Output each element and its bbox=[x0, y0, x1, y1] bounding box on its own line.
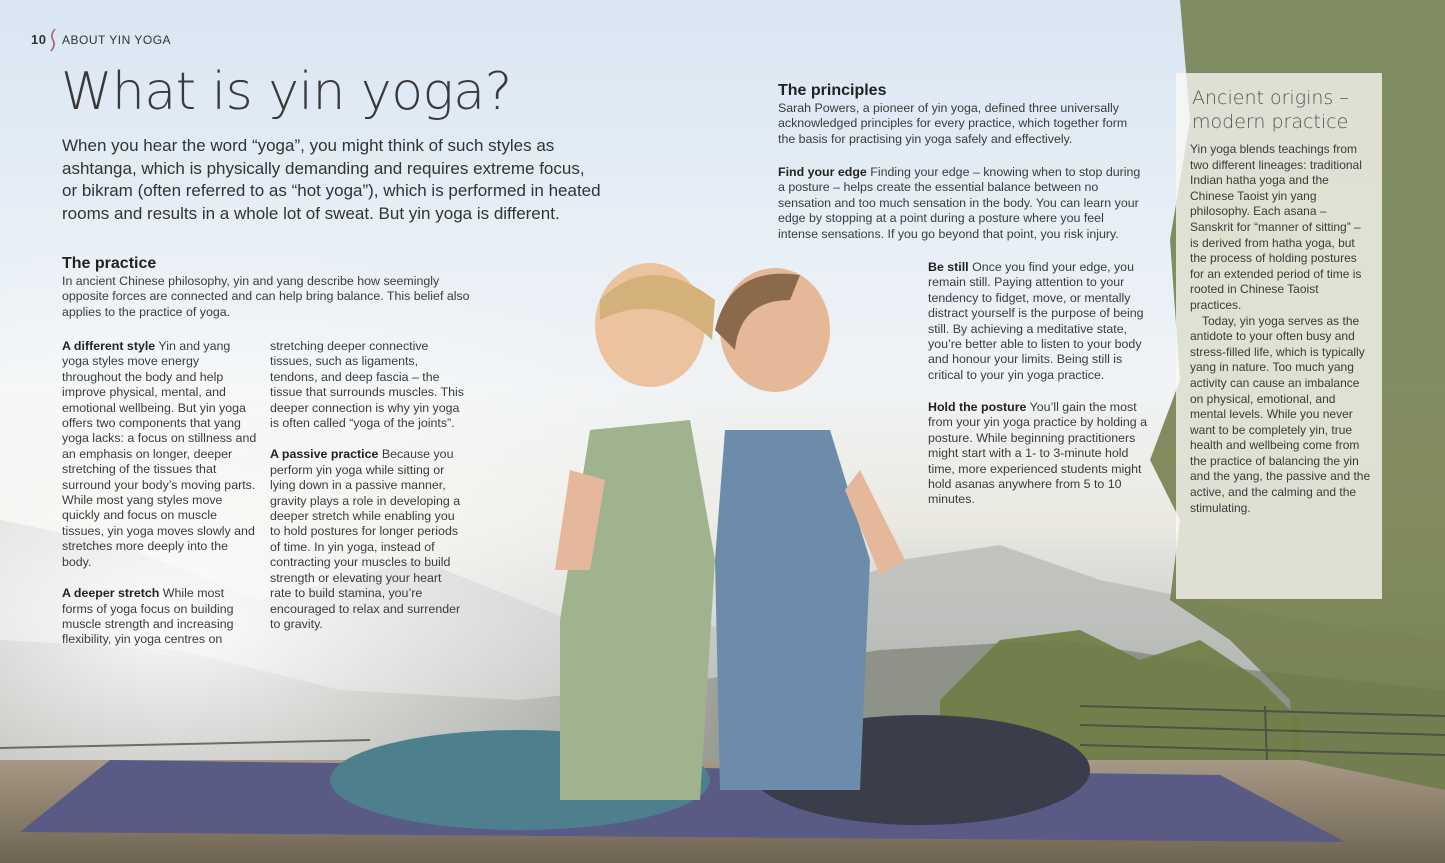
be-still-label: Be still bbox=[928, 260, 969, 274]
passive-practice-label: A passive practice bbox=[270, 447, 379, 462]
different-style-label: A different style bbox=[62, 339, 156, 353]
sidebar-paragraph-1: Yin yoga blends teachings from two different lineages: traditional Indian hatha yoga and the Chinese Taoist yin yang philosophy. Each asana – Sanskrit for “manner of sitting” – is derived from hatha yoga, but the process of holding postures for an extended period of time is rooted in Chinese Taoist practices. bbox=[1190, 142, 1362, 312]
be-still-paragraph bbox=[928, 260, 1156, 383]
deeper-stretch-label: A deeper stretch bbox=[62, 586, 160, 601]
hold-the-posture-label: Hold the posture bbox=[928, 400, 1027, 414]
section-swash-icon bbox=[48, 28, 58, 52]
be-still-text: Once you find your edge, you remain still. Paying attention to your tendency to fidget, move, or mentally distract yourself is the purpose of being still. By achieving a meditative state, you’re better able to listen to your body and honour your limits. Being still is critical to your yin yoga practice. bbox=[928, 260, 1144, 382]
deeper-stretch-text: While most forms of yoga focus on building muscle strength and increasing flexibility, yin yoga centres on bbox=[62, 586, 234, 647]
sidebar-paragraph-2: Today, yin yoga serves as the antidote to your often busy and stress-filled life, which is typically yang in nature. Too much yang activity can cause an imbalance on physical, emotional, and mental levels. While you never want to be completely yin, true health and wellbeing come from the practice of balancing the yin and the yang, the passive and the active, and the calming and the stimulating. bbox=[1190, 313, 1371, 515]
principles-heading: The principles bbox=[778, 82, 887, 99]
different-style-paragraph bbox=[62, 339, 258, 570]
page-number: 10 bbox=[31, 32, 47, 47]
find-your-edge-paragraph bbox=[778, 165, 1146, 242]
intro-paragraph: When you hear the word “yoga”, you might think of such styles as ashtanga, which is physically demanding and requires extreme focus, or bikram (often referred to as “hot yoga”), which is performed in heated rooms and results in a whole lot of sweat. But yin yoga is different. bbox=[62, 136, 601, 223]
continued-paragraph: stretching deeper connective tissues, such as ligaments, tendons, and deep fascia – the tissue that surrounds muscles. This deeper connection is why yin yoga is often called “yoga of the joints”. bbox=[270, 339, 464, 431]
hold-the-posture-paragraph bbox=[928, 400, 1156, 508]
find-your-edge-text: Finding your edge – knowing when to stop during a posture – helps create the essential balance between no sensation and too much sensation in the body. You can learn your edge by stopping at a point during a posture where you feel intense sensations. If you go beyond that point, you risk injury. bbox=[778, 165, 1141, 241]
practice-heading: The practice bbox=[62, 255, 157, 272]
hold-the-posture-text: You’ll gain the most from your yin yoga practice by holding a posture. While beginning practitioners might start with a 1- to 3-minute hold time, more experienced students might hold asanas anywhere from 5 to 10 minutes. bbox=[928, 400, 1148, 507]
page-title: What is yin yoga? bbox=[61, 62, 512, 122]
different-style-text: Yin and yang yoga styles move energy throughout the body and help improve physical, mental, and emotional wellbeing. But yin yoga offers two components that yang yoga lacks: a focus on stillness and an emphasis on longer, deeper stretching of the tissues that surround your body’s moving parts. While most yang styles move quickly and focus on muscle tissues, yin yoga moves slowly and stretches more deeply into the body. bbox=[62, 339, 257, 569]
sidebar-body bbox=[1190, 142, 1372, 516]
principles-intro: Sarah Powers, a pioneer of yin yoga, defined three universally acknowledged principles for every practice, which together form the basis for practising yin yoga safely and effectively. bbox=[778, 101, 1128, 146]
practice-intro: In ancient Chinese philosophy, yin and yang describe how seemingly opposite forces are connected and can help bring balance. This belief also applies to the practice of yoga. bbox=[62, 274, 470, 319]
practice-column-2 bbox=[270, 339, 466, 632]
practice-column-1 bbox=[62, 339, 258, 648]
passive-practice-text: Because you perform yin yoga while sitting or lying down in a passive manner, gravity plays a role in developing a deeper stretch while enabling you to hold postures for longer periods of time. In yin yoga, instead of contracting your muscles to build strength or elevating your heart rate to build stamina, you’re encouraged to relax and surrender to gravity. bbox=[270, 447, 461, 631]
passive-practice-paragraph bbox=[270, 447, 466, 632]
sidebar-heading: Ancient origins – modern practice bbox=[1192, 87, 1349, 133]
section-label: ABOUT YIN YOGA bbox=[62, 33, 172, 47]
deeper-stretch-paragraph bbox=[62, 586, 258, 648]
find-your-edge-label: Find your edge bbox=[778, 165, 867, 179]
